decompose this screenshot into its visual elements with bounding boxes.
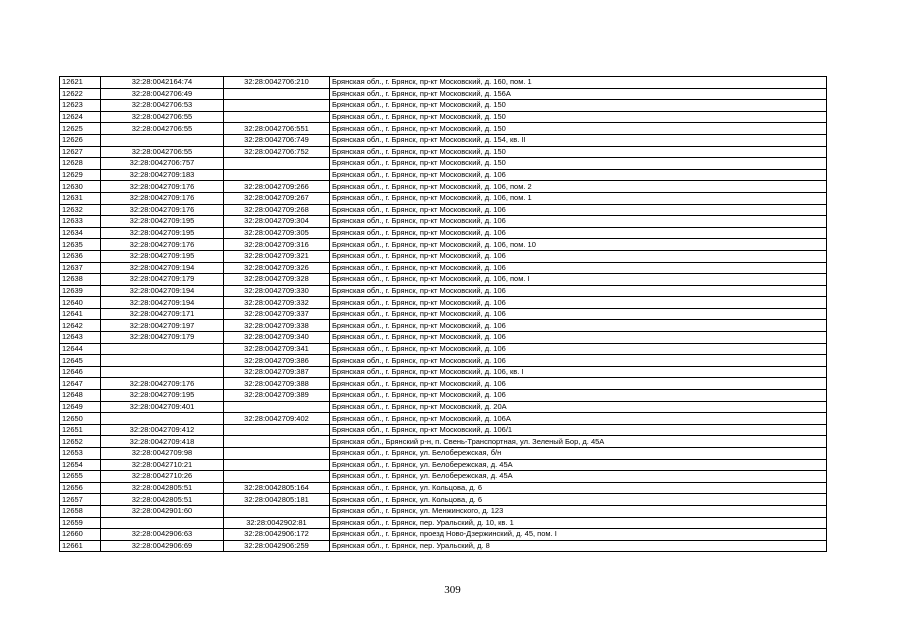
row-number-cell: 12638 <box>60 274 101 286</box>
table-row <box>60 146 827 158</box>
table-row <box>60 262 827 274</box>
table-row <box>60 111 827 123</box>
table-row <box>60 100 827 112</box>
object-cadastral-number-cell <box>224 158 330 170</box>
table-row <box>60 123 827 135</box>
row-number-cell: 12641 <box>60 308 101 320</box>
object-cadastral-number-cell: 32:28:0042709:304 <box>224 216 330 228</box>
object-cadastral-number-cell: 32:28:0042709:337 <box>224 308 330 320</box>
address-cell: Брянская обл., г. Брянск, пр-кт Московский, д. 106 <box>330 332 827 344</box>
row-number-cell: 12629 <box>60 169 101 181</box>
address-cell: Брянская обл., г. Брянск, пр-кт Московский, д. 106 <box>330 169 827 181</box>
object-cadastral-number-cell <box>224 424 330 436</box>
cadastral-number-cell: 32:28:0042709:176 <box>101 192 224 204</box>
row-number-cell: 12653 <box>60 448 101 460</box>
object-cadastral-number-cell: 32:28:0042709:387 <box>224 366 330 378</box>
cadastral-number-cell: 32:28:0042164:74 <box>101 77 224 89</box>
object-cadastral-number-cell: 32:28:0042706:749 <box>224 134 330 146</box>
object-cadastral-number-cell <box>224 436 330 448</box>
table-row <box>60 424 827 436</box>
row-number-cell: 12636 <box>60 250 101 262</box>
object-cadastral-number-cell: 32:28:0042706:752 <box>224 146 330 158</box>
table-row <box>60 216 827 228</box>
cadastral-number-cell: 32:28:0042906:69 <box>101 540 224 552</box>
cadastral-number-cell <box>101 366 224 378</box>
cadastral-number-cell: 32:28:0042706:55 <box>101 111 224 123</box>
row-number-cell: 12654 <box>60 459 101 471</box>
object-cadastral-number-cell: 32:28:0042709:326 <box>224 262 330 274</box>
object-cadastral-number-cell: 32:28:0042709:389 <box>224 390 330 402</box>
object-cadastral-number-cell: 32:28:0042906:172 <box>224 529 330 541</box>
cadastral-number-cell: 32:28:0042709:418 <box>101 436 224 448</box>
cadastral-number-cell: 32:28:0042706:49 <box>101 88 224 100</box>
table-row <box>60 227 827 239</box>
object-cadastral-number-cell: 32:28:0042709:332 <box>224 297 330 309</box>
cadastral-number-cell: 32:28:0042709:195 <box>101 227 224 239</box>
object-cadastral-number-cell <box>224 505 330 517</box>
row-number-cell: 12624 <box>60 111 101 123</box>
address-cell: Брянская обл., г. Брянск, пр-кт Московский, д. 106 <box>330 204 827 216</box>
row-number-cell: 12648 <box>60 390 101 402</box>
address-cell: Брянская обл., г. Брянск, пер. Уральский, д. 10, кв. 1 <box>330 517 827 529</box>
cadastral-number-cell <box>101 517 224 529</box>
object-cadastral-number-cell <box>224 448 330 460</box>
object-cadastral-number-cell: 32:28:0042709:338 <box>224 320 330 332</box>
address-cell: Брянская обл., г. Брянск, ул. Белобережская, д. 45А <box>330 459 827 471</box>
row-number-cell: 12660 <box>60 529 101 541</box>
table-row <box>60 390 827 402</box>
row-number-cell: 12642 <box>60 320 101 332</box>
object-cadastral-number-cell: 32:28:0042709:316 <box>224 239 330 251</box>
table-row <box>60 366 827 378</box>
row-number-cell: 12631 <box>60 192 101 204</box>
address-cell: Брянская обл., г. Брянск, пр-кт Московский, д. 150 <box>330 111 827 123</box>
address-cell: Брянская обл., г. Брянск, пр-кт Московский, д. 106 <box>330 378 827 390</box>
row-number-cell: 12647 <box>60 378 101 390</box>
table-row <box>60 459 827 471</box>
cadastral-number-cell: 32:28:0042709:412 <box>101 424 224 436</box>
cadastral-number-cell: 32:28:0042710:26 <box>101 471 224 483</box>
address-cell: Брянская обл., г. Брянск, ул. Менжинского, д. 123 <box>330 505 827 517</box>
cadastral-number-cell <box>101 355 224 367</box>
row-number-cell: 12650 <box>60 413 101 425</box>
object-cadastral-number-cell: 32:28:0042706:551 <box>224 123 330 135</box>
row-number-cell: 12634 <box>60 227 101 239</box>
cadastral-number-cell: 32:28:0042709:195 <box>101 250 224 262</box>
row-number-cell: 12622 <box>60 88 101 100</box>
row-number-cell: 12630 <box>60 181 101 193</box>
object-cadastral-number-cell: 32:28:0042805:164 <box>224 482 330 494</box>
object-cadastral-number-cell: 32:28:0042709:340 <box>224 332 330 344</box>
table-row <box>60 413 827 425</box>
cadastral-number-cell: 32:28:0042709:194 <box>101 285 224 297</box>
object-cadastral-number-cell <box>224 111 330 123</box>
register-table-body <box>60 77 827 552</box>
row-number-cell: 12656 <box>60 482 101 494</box>
cadastral-number-cell: 32:28:0042709:194 <box>101 262 224 274</box>
row-number-cell: 12621 <box>60 77 101 89</box>
object-cadastral-number-cell: 32:28:0042709:268 <box>224 204 330 216</box>
address-cell: Брянская обл., г. Брянск, пр-кт Московский, д. 106 <box>330 308 827 320</box>
table-row <box>60 204 827 216</box>
cadastral-number-cell: 32:28:0042709:195 <box>101 216 224 228</box>
address-cell: Брянская обл., г. Брянск, пр-кт Московский, д. 106, кв. I <box>330 366 827 378</box>
address-cell: Брянская обл., г. Брянск, пр-кт Московский, д. 106 <box>330 390 827 402</box>
address-cell: Брянская обл., г. Брянск, пр-кт Московский, д. 106 <box>330 355 827 367</box>
table-row <box>60 297 827 309</box>
row-number-cell: 12639 <box>60 285 101 297</box>
table-row <box>60 540 827 552</box>
table-row <box>60 158 827 170</box>
address-cell: Брянская обл., г. Брянск, пр-кт Московский, д. 150 <box>330 123 827 135</box>
table-row <box>60 285 827 297</box>
object-cadastral-number-cell: 32:28:0042805:181 <box>224 494 330 506</box>
cadastral-number-cell: 32:28:0042709:401 <box>101 401 224 413</box>
row-number-cell: 12628 <box>60 158 101 170</box>
address-cell: Брянская обл., г. Брянск, пр-кт Московский, д. 20А <box>330 401 827 413</box>
cadastral-number-cell: 32:28:0042710:21 <box>101 459 224 471</box>
object-cadastral-number-cell: 32:28:0042709:402 <box>224 413 330 425</box>
cadastral-number-cell <box>101 343 224 355</box>
cadastral-number-cell: 32:28:0042709:194 <box>101 297 224 309</box>
row-number-cell: 12633 <box>60 216 101 228</box>
cadastral-number-cell: 32:28:0042906:63 <box>101 529 224 541</box>
address-cell: Брянская обл., г. Брянск, пр-кт Московский, д. 106 <box>330 250 827 262</box>
cadastral-number-cell: 32:28:0042709:179 <box>101 274 224 286</box>
table-row <box>60 134 827 146</box>
table-row <box>60 448 827 460</box>
table-row <box>60 378 827 390</box>
address-cell: Брянская обл., г. Брянск, пр-кт Московский, д. 106А <box>330 413 827 425</box>
address-cell: Брянская обл., г. Брянск, проезд Ново-Дзержинский, д. 45, пом. I <box>330 529 827 541</box>
object-cadastral-number-cell: 32:28:0042709:266 <box>224 181 330 193</box>
address-cell: Брянская обл., г. Брянск, пр-кт Московский, д. 106, пом. I <box>330 274 827 286</box>
object-cadastral-number-cell: 32:28:0042709:386 <box>224 355 330 367</box>
cadastral-number-cell: 32:28:0042706:53 <box>101 100 224 112</box>
row-number-cell: 12645 <box>60 355 101 367</box>
address-cell: Брянская обл., г. Брянск, пр-кт Московский, д. 150 <box>330 100 827 112</box>
cadastral-number-cell: 32:28:0042709:98 <box>101 448 224 460</box>
address-cell: Брянская обл., Брянский р-н, п. Свень-Транспортная, ул. Зеленый Бор, д. 45А <box>330 436 827 448</box>
address-cell: Брянская обл., г. Брянск, пр-кт Московский, д. 106 <box>330 262 827 274</box>
table-row <box>60 494 827 506</box>
row-number-cell: 12658 <box>60 505 101 517</box>
object-cadastral-number-cell: 32:28:0042709:321 <box>224 250 330 262</box>
object-cadastral-number-cell: 32:28:0042709:328 <box>224 274 330 286</box>
object-cadastral-number-cell: 32:28:0042709:330 <box>224 285 330 297</box>
object-cadastral-number-cell <box>224 401 330 413</box>
cadastral-number-cell: 32:28:0042706:757 <box>101 158 224 170</box>
row-number-cell: 12661 <box>60 540 101 552</box>
row-number-cell: 12655 <box>60 471 101 483</box>
address-cell: Брянская обл., г. Брянск, ул. Кольцова, д. 6 <box>330 482 827 494</box>
page-number: 309 <box>444 584 461 596</box>
table-row <box>60 88 827 100</box>
row-number-cell: 12646 <box>60 366 101 378</box>
cadastral-number-cell: 32:28:0042709:171 <box>101 308 224 320</box>
row-number-cell: 12625 <box>60 123 101 135</box>
cadastral-number-cell: 32:28:0042709:176 <box>101 181 224 193</box>
table-row <box>60 308 827 320</box>
table-row <box>60 529 827 541</box>
address-cell: Брянская обл., г. Брянск, пр-кт Московский, д. 106 <box>330 227 827 239</box>
row-number-cell: 12649 <box>60 401 101 413</box>
address-cell: Брянская обл., г. Брянск, пр-кт Московский, д. 106 <box>330 297 827 309</box>
address-cell: Брянская обл., г. Брянск, пр-кт Московский, д. 106 <box>330 216 827 228</box>
address-cell: Брянская обл., г. Брянск, пр-кт Московский, д. 154, кв. II <box>330 134 827 146</box>
cadastral-number-cell: 32:28:0042805:51 <box>101 494 224 506</box>
address-cell: Брянская обл., г. Брянск, пр-кт Московский, д. 106 <box>330 343 827 355</box>
cadastral-number-cell: 32:28:0042706:55 <box>101 146 224 158</box>
table-row <box>60 274 827 286</box>
row-number-cell: 12635 <box>60 239 101 251</box>
table-row <box>60 343 827 355</box>
table-row <box>60 192 827 204</box>
row-number-cell: 12627 <box>60 146 101 158</box>
row-number-cell: 12659 <box>60 517 101 529</box>
object-cadastral-number-cell: 32:28:0042709:341 <box>224 343 330 355</box>
address-cell: Брянская обл., г. Брянск, ул. Белобережская, д. 45А <box>330 471 827 483</box>
object-cadastral-number-cell: 32:28:0042906:259 <box>224 540 330 552</box>
table-row <box>60 355 827 367</box>
table-row <box>60 239 827 251</box>
cadastral-number-cell: 32:28:0042709:176 <box>101 378 224 390</box>
table-row <box>60 320 827 332</box>
table-row <box>60 250 827 262</box>
address-cell: Брянская обл., г. Брянск, пр-кт Московский, д. 106, пом. 2 <box>330 181 827 193</box>
object-cadastral-number-cell <box>224 88 330 100</box>
cadastral-number-cell <box>101 413 224 425</box>
cadastral-number-cell: 32:28:0042706:55 <box>101 123 224 135</box>
object-cadastral-number-cell <box>224 100 330 112</box>
address-cell: Брянская обл., г. Брянск, пр-кт Московский, д. 106/1 <box>330 424 827 436</box>
table-row <box>60 505 827 517</box>
address-cell: Брянская обл., г. Брянск, пр-кт Московский, д. 106 <box>330 320 827 332</box>
cadastral-number-cell: 32:28:0042709:176 <box>101 204 224 216</box>
table-row <box>60 77 827 89</box>
object-cadastral-number-cell: 32:28:0042709:388 <box>224 378 330 390</box>
cadastral-number-cell: 32:28:0042709:179 <box>101 332 224 344</box>
row-number-cell: 12632 <box>60 204 101 216</box>
table-row <box>60 517 827 529</box>
cadastral-number-cell: 32:28:0042709:176 <box>101 239 224 251</box>
address-cell: Брянская обл., г. Брянск, пер. Уральский, д. 8 <box>330 540 827 552</box>
table-row <box>60 482 827 494</box>
address-cell: Брянская обл., г. Брянск, ул. Белобережская, б/н <box>330 448 827 460</box>
object-cadastral-number-cell <box>224 471 330 483</box>
cadastral-number-cell: 32:28:0042709:183 <box>101 169 224 181</box>
row-number-cell: 12626 <box>60 134 101 146</box>
row-number-cell: 12652 <box>60 436 101 448</box>
cadastral-number-cell: 32:28:0042709:195 <box>101 390 224 402</box>
cadastral-number-cell: 32:28:0042709:197 <box>101 320 224 332</box>
row-number-cell: 12657 <box>60 494 101 506</box>
row-number-cell: 12637 <box>60 262 101 274</box>
object-cadastral-number-cell: 32:28:0042709:267 <box>224 192 330 204</box>
address-cell: Брянская обл., г. Брянск, пр-кт Московский, д. 160, пом. 1 <box>330 77 827 89</box>
address-cell: Брянская обл., г. Брянск, ул. Кольцова, д. 6 <box>330 494 827 506</box>
table-row <box>60 401 827 413</box>
address-cell: Брянская обл., г. Брянск, пр-кт Московский, д. 106, пом. 10 <box>330 239 827 251</box>
address-cell: Брянская обл., г. Брянск, пр-кт Московский, д. 106, пом. 1 <box>330 192 827 204</box>
table-row <box>60 181 827 193</box>
table-row <box>60 471 827 483</box>
address-cell: Брянская обл., г. Брянск, пр-кт Московский, д. 150 <box>330 158 827 170</box>
object-cadastral-number-cell: 32:28:0042709:305 <box>224 227 330 239</box>
object-cadastral-number-cell <box>224 169 330 181</box>
address-cell: Брянская обл., г. Брянск, пр-кт Московский, д. 106 <box>330 285 827 297</box>
row-number-cell: 12623 <box>60 100 101 112</box>
row-number-cell: 12651 <box>60 424 101 436</box>
object-cadastral-number-cell: 32:28:0042706:210 <box>224 77 330 89</box>
cadastral-number-cell: 32:28:0042805:51 <box>101 482 224 494</box>
address-cell: Брянская обл., г. Брянск, пр-кт Московский, д. 156А <box>330 88 827 100</box>
table-row <box>60 436 827 448</box>
cadastral-number-cell <box>101 134 224 146</box>
row-number-cell: 12640 <box>60 297 101 309</box>
row-number-cell: 12644 <box>60 343 101 355</box>
object-cadastral-number-cell: 32:28:0042902:81 <box>224 517 330 529</box>
register-table <box>59 76 827 552</box>
row-number-cell: 12643 <box>60 332 101 344</box>
address-cell: Брянская обл., г. Брянск, пр-кт Московский, д. 150 <box>330 146 827 158</box>
object-cadastral-number-cell <box>224 459 330 471</box>
cadastral-number-cell: 32:28:0042901:60 <box>101 505 224 517</box>
table-row <box>60 169 827 181</box>
table-row <box>60 332 827 344</box>
